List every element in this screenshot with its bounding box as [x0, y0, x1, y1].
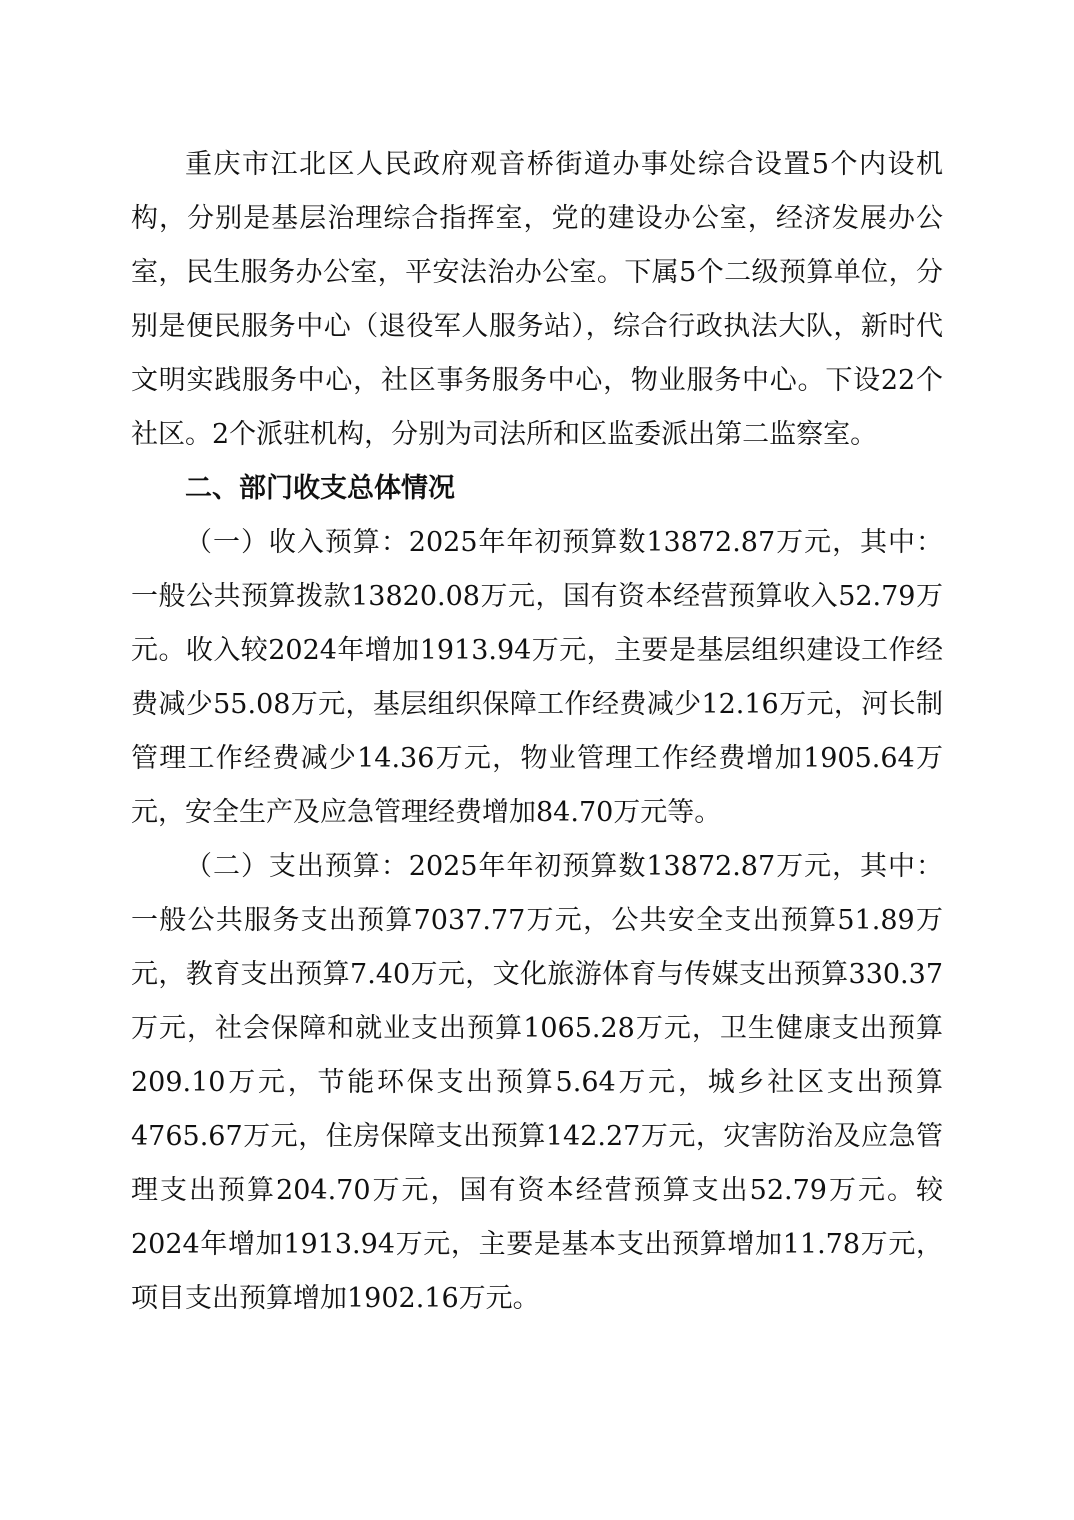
paragraph-expense-budget: （二）支出预算：2025年年初预算数13872.87万元，其中：一般公共服务支出预算7037.77万元，公共安全支出预算51.89万元，教育支出预算7.40万元，文化旅游体育与传媒支出预算330.37万元，社会保障和就业支出预算1065.28万元，卫生健康支出预算209.10万元，节能环保支出预算5.64万元，城乡社区支出预算4765.67万元，住房保障支出预算142.27万元，灾害防治及应急管理支出预算204.70万元，国有资本经营预算支出52.79万元。较2024年增加1913.94万元，主要是基本支出预算增加11.78万元，项目支出预算增加1902.16万元。: [131, 851, 943, 1314]
document-body: [131, 138, 943, 1326]
paragraph-income-budget: （一）收入预算：2025年年初预算数13872.87万元，其中：一般公共预算拨款13820.08万元，国有资本经营预算收入52.79万元。收入较2024年增加1913.94万元，主要是基层组织建设工作经费减少55.08万元，基层组织保障工作经费减少12.16万元，河长制管理工作经费减少14.36万元，物业管理工作经费增加1905.64万元，安全生产及应急管理经费增加84.70万元等。: [131, 527, 943, 828]
paragraph-organization: 重庆市江北区人民政府观音桥街道办事处综合设置5个内设机构，分别是基层治理综合指挥室，党的建设办公室，经济发展办公室，民生服务办公室，平安法治办公室。下属5个二级预算单位，分别是便民服务中心（退役军人服务站），综合行政执法大队，新时代文明实践服务中心，社区事务服务中心，物业服务中心。下设22个社区。2个派驻机构，分别为司法所和区监委派出第二监察室。: [131, 149, 943, 450]
section-heading: 二、部门收支总体情况: [185, 473, 455, 504]
